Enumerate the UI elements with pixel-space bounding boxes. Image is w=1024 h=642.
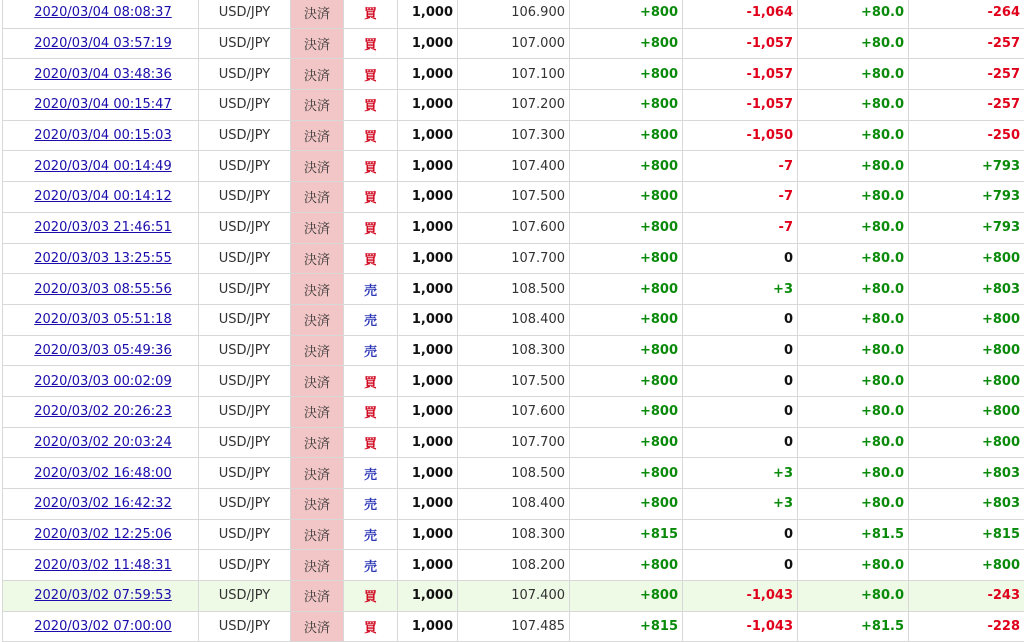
trade-datetime-cell bbox=[3, 151, 199, 182]
quantity-cell: 1,000 bbox=[398, 90, 458, 121]
table-row bbox=[3, 519, 1024, 550]
rate-cell: 107.200 bbox=[458, 90, 570, 121]
total-cell: +803 bbox=[909, 274, 1024, 305]
currency-pair-cell: USD/JPY bbox=[199, 120, 291, 151]
profit-loss-cell: 0 bbox=[683, 550, 798, 581]
profit-loss-cell: 0 bbox=[683, 427, 798, 458]
total-cell: +800 bbox=[909, 550, 1024, 581]
quantity-cell: 1,000 bbox=[398, 151, 458, 182]
trade-datetime-link[interactable]: 2020/03/03 21:46:51 bbox=[34, 220, 172, 236]
profit-loss-cell: -1,057 bbox=[683, 90, 798, 121]
trade-type-cell: 決済 bbox=[291, 427, 344, 458]
pips-cell: +80.0 bbox=[798, 182, 909, 213]
trade-side-cell: 買 bbox=[344, 0, 398, 28]
currency-pair-cell: USD/JPY bbox=[199, 366, 291, 397]
rate-cell: 107.100 bbox=[458, 59, 570, 90]
trade-datetime-link[interactable]: 2020/03/02 07:59:53 bbox=[34, 588, 172, 604]
pips-cell: +80.0 bbox=[798, 212, 909, 243]
trade-datetime-link[interactable]: 2020/03/04 08:08:37 bbox=[34, 5, 172, 21]
pips-cell: +80.0 bbox=[798, 335, 909, 366]
trade-datetime-link[interactable]: 2020/03/03 08:55:56 bbox=[34, 281, 172, 297]
profit-loss-cell: -1,043 bbox=[683, 581, 798, 612]
profit-loss-cell: +3 bbox=[683, 458, 798, 489]
trade-side-cell: 買 bbox=[344, 611, 398, 642]
total-cell: +815 bbox=[909, 519, 1024, 550]
total-cell: +800 bbox=[909, 396, 1024, 427]
trade-datetime-link[interactable]: 2020/03/02 07:00:00 bbox=[34, 619, 172, 635]
swap-points-cell: +815 bbox=[570, 611, 683, 642]
trade-type-cell: 決済 bbox=[291, 489, 344, 520]
pips-cell: +80.0 bbox=[798, 396, 909, 427]
total-cell: +793 bbox=[909, 182, 1024, 213]
trade-type-cell: 決済 bbox=[291, 182, 344, 213]
trade-side-cell: 売 bbox=[344, 519, 398, 550]
trade-side-cell: 買 bbox=[344, 366, 398, 397]
trade-side-cell: 買 bbox=[344, 581, 398, 612]
profit-loss-cell: 0 bbox=[683, 335, 798, 366]
trade-type-cell: 決済 bbox=[291, 243, 344, 274]
quantity-cell: 1,000 bbox=[398, 427, 458, 458]
rate-cell: 108.200 bbox=[458, 550, 570, 581]
trade-datetime-cell bbox=[3, 182, 199, 213]
quantity-cell: 1,000 bbox=[398, 366, 458, 397]
currency-pair-cell: USD/JPY bbox=[199, 151, 291, 182]
table-row bbox=[3, 611, 1024, 642]
trade-side-cell: 売 bbox=[344, 458, 398, 489]
trade-side-cell: 売 bbox=[344, 304, 398, 335]
rate-cell: 107.600 bbox=[458, 212, 570, 243]
trade-type-cell: 決済 bbox=[291, 212, 344, 243]
currency-pair-cell: USD/JPY bbox=[199, 212, 291, 243]
quantity-cell: 1,000 bbox=[398, 59, 458, 90]
trade-datetime-cell bbox=[3, 120, 199, 151]
rate-cell: 106.900 bbox=[458, 0, 570, 28]
currency-pair-cell: USD/JPY bbox=[199, 28, 291, 59]
pips-cell: +80.0 bbox=[798, 427, 909, 458]
trade-datetime-cell bbox=[3, 0, 199, 28]
rate-cell: 107.500 bbox=[458, 182, 570, 213]
table-row bbox=[3, 396, 1024, 427]
table-row bbox=[3, 335, 1024, 366]
trade-datetime-link[interactable]: 2020/03/02 20:26:23 bbox=[34, 404, 172, 420]
profit-loss-cell: -1,057 bbox=[683, 28, 798, 59]
trade-datetime-link[interactable]: 2020/03/02 12:25:06 bbox=[34, 527, 172, 543]
profit-loss-cell: -7 bbox=[683, 182, 798, 213]
trade-type-cell: 決済 bbox=[291, 0, 344, 28]
rate-cell: 107.700 bbox=[458, 243, 570, 274]
table-row bbox=[3, 427, 1024, 458]
rate-cell: 108.500 bbox=[458, 458, 570, 489]
rate-cell: 107.000 bbox=[458, 28, 570, 59]
profit-loss-cell: 0 bbox=[683, 519, 798, 550]
total-cell: -257 bbox=[909, 28, 1024, 59]
table-row bbox=[3, 120, 1024, 151]
swap-points-cell: +800 bbox=[570, 335, 683, 366]
profit-loss-cell: -7 bbox=[683, 151, 798, 182]
total-cell: -228 bbox=[909, 611, 1024, 642]
rate-cell: 108.300 bbox=[458, 335, 570, 366]
total-cell: +793 bbox=[909, 212, 1024, 243]
total-cell: +800 bbox=[909, 427, 1024, 458]
rate-cell: 108.400 bbox=[458, 304, 570, 335]
trade-datetime-cell bbox=[3, 550, 199, 581]
quantity-cell: 1,000 bbox=[398, 212, 458, 243]
trade-type-cell: 決済 bbox=[291, 366, 344, 397]
trade-datetime-link[interactable]: 2020/03/02 16:42:32 bbox=[34, 496, 172, 512]
currency-pair-cell: USD/JPY bbox=[199, 489, 291, 520]
trade-side-cell: 買 bbox=[344, 243, 398, 274]
total-cell: -264 bbox=[909, 0, 1024, 28]
swap-points-cell: +800 bbox=[570, 396, 683, 427]
quantity-cell: 1,000 bbox=[398, 611, 458, 642]
total-cell: +800 bbox=[909, 335, 1024, 366]
trade-side-cell: 買 bbox=[344, 427, 398, 458]
trade-side-cell: 売 bbox=[344, 489, 398, 520]
swap-points-cell: +800 bbox=[570, 28, 683, 59]
rate-cell: 107.300 bbox=[458, 120, 570, 151]
table-row bbox=[3, 0, 1024, 28]
table-row bbox=[3, 90, 1024, 121]
trade-datetime-link[interactable]: 2020/03/02 20:03:24 bbox=[34, 434, 172, 450]
currency-pair-cell: USD/JPY bbox=[199, 182, 291, 213]
table-row bbox=[3, 243, 1024, 274]
currency-pair-cell: USD/JPY bbox=[199, 581, 291, 612]
trade-datetime-link[interactable]: 2020/03/03 05:49:36 bbox=[34, 342, 172, 358]
profit-loss-cell: 0 bbox=[683, 396, 798, 427]
pips-cell: +80.0 bbox=[798, 0, 909, 28]
total-cell: +800 bbox=[909, 366, 1024, 397]
rate-cell: 107.600 bbox=[458, 396, 570, 427]
swap-points-cell: +800 bbox=[570, 366, 683, 397]
trade-datetime-cell bbox=[3, 274, 199, 305]
trade-datetime-cell bbox=[3, 581, 199, 612]
table-row bbox=[3, 274, 1024, 305]
rate-cell: 108.300 bbox=[458, 519, 570, 550]
pips-cell: +80.0 bbox=[798, 458, 909, 489]
trade-type-cell: 決済 bbox=[291, 396, 344, 427]
profit-loss-cell: -1,057 bbox=[683, 59, 798, 90]
currency-pair-cell: USD/JPY bbox=[199, 335, 291, 366]
trade-datetime-cell bbox=[3, 489, 199, 520]
trade-datetime-cell bbox=[3, 427, 199, 458]
swap-points-cell: +800 bbox=[570, 90, 683, 121]
trade-datetime-cell bbox=[3, 28, 199, 59]
trade-rows bbox=[3, 0, 1024, 642]
swap-points-cell: +800 bbox=[570, 274, 683, 305]
profit-loss-cell: -1,043 bbox=[683, 611, 798, 642]
table-row bbox=[3, 212, 1024, 243]
rate-cell: 107.400 bbox=[458, 151, 570, 182]
currency-pair-cell: USD/JPY bbox=[199, 458, 291, 489]
trade-datetime-cell bbox=[3, 335, 199, 366]
trade-datetime-link[interactable]: 2020/03/04 00:15:03 bbox=[34, 128, 172, 144]
trade-side-cell: 売 bbox=[344, 274, 398, 305]
pips-cell: +80.0 bbox=[798, 243, 909, 274]
currency-pair-cell: USD/JPY bbox=[199, 550, 291, 581]
trade-datetime-cell bbox=[3, 243, 199, 274]
quantity-cell: 1,000 bbox=[398, 274, 458, 305]
swap-points-cell: +815 bbox=[570, 519, 683, 550]
pips-cell: +80.0 bbox=[798, 90, 909, 121]
total-cell: +793 bbox=[909, 151, 1024, 182]
trade-datetime-link[interactable]: 2020/03/03 05:51:18 bbox=[34, 312, 172, 328]
currency-pair-cell: USD/JPY bbox=[199, 396, 291, 427]
swap-points-cell: +800 bbox=[570, 59, 683, 90]
trade-type-cell: 決済 bbox=[291, 458, 344, 489]
currency-pair-cell: USD/JPY bbox=[199, 274, 291, 305]
swap-points-cell: +800 bbox=[570, 489, 683, 520]
trade-type-cell: 決済 bbox=[291, 550, 344, 581]
currency-pair-cell: USD/JPY bbox=[199, 611, 291, 642]
table-row bbox=[3, 550, 1024, 581]
trade-type-cell: 決済 bbox=[291, 274, 344, 305]
pips-cell: +80.0 bbox=[798, 550, 909, 581]
swap-points-cell: +800 bbox=[570, 581, 683, 612]
trade-side-cell: 買 bbox=[344, 151, 398, 182]
swap-points-cell: +800 bbox=[570, 212, 683, 243]
table-row bbox=[3, 151, 1024, 182]
trade-datetime-link[interactable]: 2020/03/04 03:57:19 bbox=[34, 36, 172, 52]
currency-pair-cell: USD/JPY bbox=[199, 59, 291, 90]
trade-side-cell: 買 bbox=[344, 90, 398, 121]
trade-type-cell: 決済 bbox=[291, 28, 344, 59]
pips-cell: +80.0 bbox=[798, 28, 909, 59]
trade-datetime-cell bbox=[3, 304, 199, 335]
trade-datetime-cell bbox=[3, 59, 199, 90]
trade-datetime-link[interactable]: 2020/03/04 00:14:49 bbox=[34, 158, 172, 174]
trade-datetime-link[interactable]: 2020/03/02 11:48:31 bbox=[34, 557, 172, 573]
quantity-cell: 1,000 bbox=[398, 396, 458, 427]
quantity-cell: 1,000 bbox=[398, 458, 458, 489]
currency-pair-cell: USD/JPY bbox=[199, 304, 291, 335]
total-cell: +800 bbox=[909, 243, 1024, 274]
swap-points-cell: +800 bbox=[570, 243, 683, 274]
currency-pair-cell: USD/JPY bbox=[199, 90, 291, 121]
trade-type-cell: 決済 bbox=[291, 335, 344, 366]
rate-cell: 107.400 bbox=[458, 581, 570, 612]
table-row bbox=[3, 182, 1024, 213]
rate-cell: 108.400 bbox=[458, 489, 570, 520]
trade-side-cell: 買 bbox=[344, 59, 398, 90]
pips-cell: +81.5 bbox=[798, 611, 909, 642]
currency-pair-cell: USD/JPY bbox=[199, 427, 291, 458]
quantity-cell: 1,000 bbox=[398, 120, 458, 151]
quantity-cell: 1,000 bbox=[398, 243, 458, 274]
pips-cell: +80.0 bbox=[798, 120, 909, 151]
trade-datetime-cell bbox=[3, 366, 199, 397]
currency-pair-cell: USD/JPY bbox=[199, 243, 291, 274]
trade-side-cell: 買 bbox=[344, 28, 398, 59]
trade-type-cell: 決済 bbox=[291, 59, 344, 90]
profit-loss-cell: 0 bbox=[683, 366, 798, 397]
profit-loss-cell: -1,064 bbox=[683, 0, 798, 28]
swap-points-cell: +800 bbox=[570, 182, 683, 213]
trade-side-cell: 売 bbox=[344, 335, 398, 366]
swap-points-cell: +800 bbox=[570, 427, 683, 458]
pips-cell: +80.0 bbox=[798, 274, 909, 305]
total-cell: -243 bbox=[909, 581, 1024, 612]
swap-points-cell: +800 bbox=[570, 120, 683, 151]
table-row bbox=[3, 489, 1024, 520]
swap-points-cell: +800 bbox=[570, 304, 683, 335]
table-row bbox=[3, 28, 1024, 59]
trade-side-cell: 売 bbox=[344, 550, 398, 581]
profit-loss-cell: 0 bbox=[683, 304, 798, 335]
profit-loss-cell: +3 bbox=[683, 489, 798, 520]
quantity-cell: 1,000 bbox=[398, 519, 458, 550]
trade-type-cell: 決済 bbox=[291, 90, 344, 121]
rate-cell: 108.500 bbox=[458, 274, 570, 305]
quantity-cell: 1,000 bbox=[398, 335, 458, 366]
swap-points-cell: +800 bbox=[570, 550, 683, 581]
trade-datetime-link[interactable]: 2020/03/04 00:14:12 bbox=[34, 189, 172, 205]
trade-datetime-link[interactable]: 2020/03/04 00:15:47 bbox=[34, 97, 172, 113]
trade-datetime-cell bbox=[3, 90, 199, 121]
total-cell: +803 bbox=[909, 458, 1024, 489]
table-row bbox=[3, 458, 1024, 489]
trade-history-table bbox=[2, 0, 1024, 642]
trade-side-cell: 買 bbox=[344, 212, 398, 243]
pips-cell: +81.5 bbox=[798, 519, 909, 550]
trade-datetime-link[interactable]: 2020/03/03 00:02:09 bbox=[34, 373, 172, 389]
total-cell: +803 bbox=[909, 489, 1024, 520]
pips-cell: +80.0 bbox=[798, 489, 909, 520]
total-cell: -250 bbox=[909, 120, 1024, 151]
trade-type-cell: 決済 bbox=[291, 120, 344, 151]
trade-type-cell: 決済 bbox=[291, 304, 344, 335]
profit-loss-cell: -7 bbox=[683, 212, 798, 243]
total-cell: -257 bbox=[909, 90, 1024, 121]
currency-pair-cell: USD/JPY bbox=[199, 519, 291, 550]
trade-type-cell: 決済 bbox=[291, 611, 344, 642]
currency-pair-cell: USD/JPY bbox=[199, 0, 291, 28]
trade-side-cell: 買 bbox=[344, 120, 398, 151]
trade-datetime-cell bbox=[3, 212, 199, 243]
rate-cell: 107.500 bbox=[458, 366, 570, 397]
quantity-cell: 1,000 bbox=[398, 28, 458, 59]
quantity-cell: 1,000 bbox=[398, 0, 458, 28]
trade-datetime-cell bbox=[3, 396, 199, 427]
pips-cell: +80.0 bbox=[798, 151, 909, 182]
trade-datetime-cell bbox=[3, 458, 199, 489]
trade-side-cell: 買 bbox=[344, 396, 398, 427]
total-cell: -257 bbox=[909, 59, 1024, 90]
profit-loss-cell: 0 bbox=[683, 243, 798, 274]
swap-points-cell: +800 bbox=[570, 458, 683, 489]
pips-cell: +80.0 bbox=[798, 366, 909, 397]
total-cell: +800 bbox=[909, 304, 1024, 335]
quantity-cell: 1,000 bbox=[398, 304, 458, 335]
quantity-cell: 1,000 bbox=[398, 489, 458, 520]
swap-points-cell: +800 bbox=[570, 151, 683, 182]
quantity-cell: 1,000 bbox=[398, 550, 458, 581]
rate-cell: 107.700 bbox=[458, 427, 570, 458]
table-row bbox=[3, 304, 1024, 335]
trade-datetime-link[interactable]: 2020/03/04 03:48:36 bbox=[34, 66, 172, 82]
trade-datetime-cell bbox=[3, 519, 199, 550]
trade-type-cell: 決済 bbox=[291, 581, 344, 612]
pips-cell: +80.0 bbox=[798, 581, 909, 612]
quantity-cell: 1,000 bbox=[398, 182, 458, 213]
table-row bbox=[3, 59, 1024, 90]
pips-cell: +80.0 bbox=[798, 304, 909, 335]
trade-datetime-link[interactable]: 2020/03/03 13:25:55 bbox=[34, 250, 172, 266]
table-row bbox=[3, 366, 1024, 397]
trade-type-cell: 決済 bbox=[291, 151, 344, 182]
swap-points-cell: +800 bbox=[570, 0, 683, 28]
rate-cell: 107.485 bbox=[458, 611, 570, 642]
quantity-cell: 1,000 bbox=[398, 581, 458, 612]
trade-type-cell: 決済 bbox=[291, 519, 344, 550]
pips-cell: +80.0 bbox=[798, 59, 909, 90]
table-row bbox=[3, 581, 1024, 612]
trade-datetime-cell bbox=[3, 611, 199, 642]
trade-datetime-link[interactable]: 2020/03/02 16:48:00 bbox=[34, 465, 172, 481]
profit-loss-cell: +3 bbox=[683, 274, 798, 305]
trade-side-cell: 買 bbox=[344, 182, 398, 213]
profit-loss-cell: -1,050 bbox=[683, 120, 798, 151]
